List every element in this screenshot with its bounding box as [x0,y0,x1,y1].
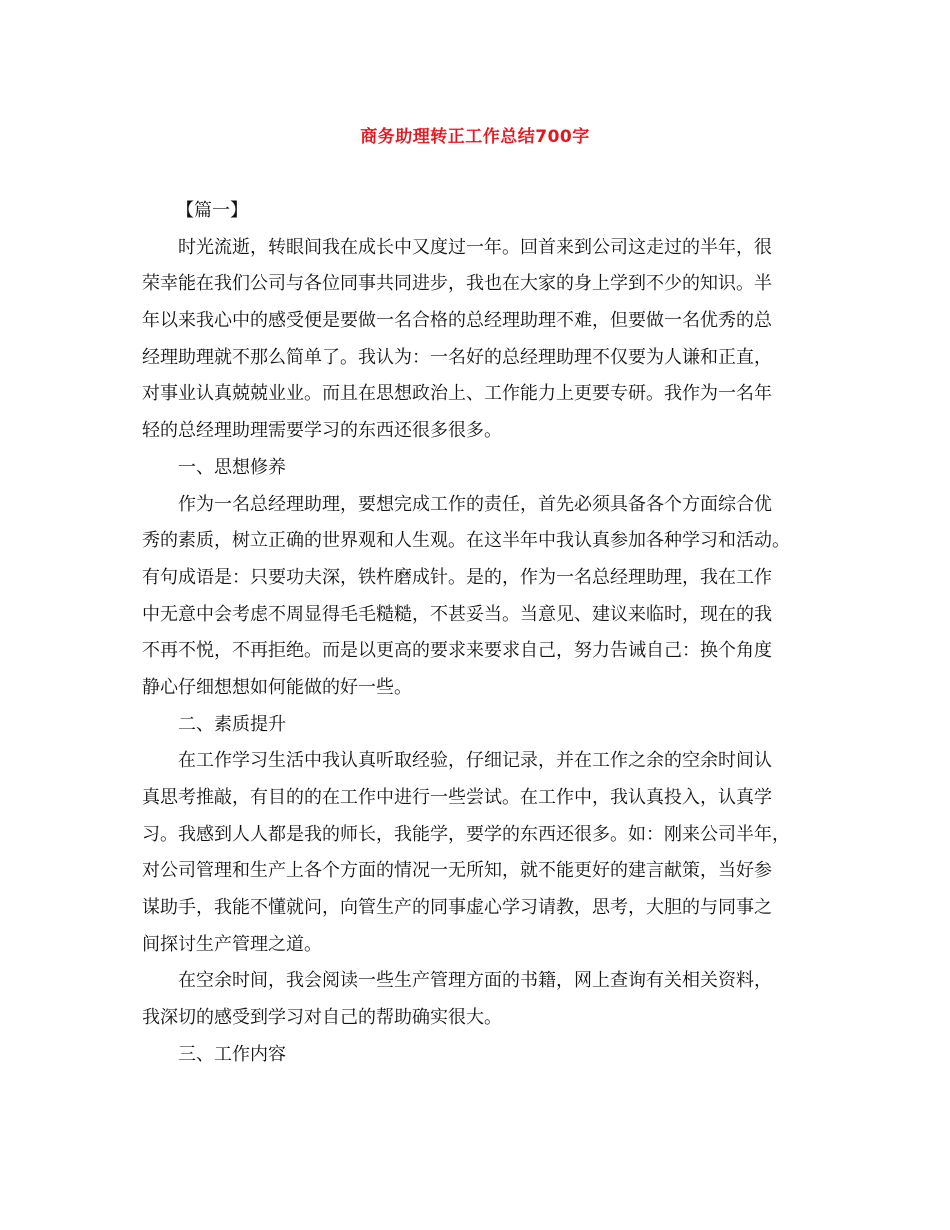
paragraph-line: 轻的总经理助理需要学习的东西还很多很多。 [142,420,502,442]
section-heading-thought: 一、思想修养 [178,456,286,478]
paragraph-line: 秀的素质，树立正确的世界观和人生观。在这半年中我认真参加各种学习和活动。 [142,530,790,552]
paragraph-line: 对事业认真兢兢业业。而且在思想政治上、工作能力上更要专研。我作为一名年 [142,383,772,405]
paragraph-line: 真思考推敲，有目的的在工作中进行一些尝试。在工作中，我认真投入，认真学 [142,787,772,808]
paragraph-line: 在工作学习生活中我认真听取经验，仔细记录，并在工作之余的空余时间认 [178,750,772,772]
paragraph-line: 对公司管理和生产上各个方面的情况一无所知，就不能更好的建言献策，当好参 [142,860,772,882]
paragraph-line: 荣幸能在我们公司与各位同事共同进步，我也在大家的身上学到不少的知识。半 [142,273,772,295]
paragraph-line: 不再不悦，不再拒绝。而是以更高的要求来要求自己，努力告诫自己：换个角度 [142,640,772,662]
paragraph-line: 在空余时间，我会阅读一些生产管理方面的书籍，网上查询有关相关资料， [178,970,772,992]
paragraph-line: 年以来我心中的感受便是要做一名合格的总经理助理不难，但要做一名优秀的总 [142,310,772,332]
paragraph-line: 有句成语是：只要功夫深，铁杵磨成针。是的，作为一名总经理助理，我在工作 [142,566,772,588]
paragraph-line: 作为一名总经理助理，要想完成工作的责任，首先必须具备各个方面综合优 [178,493,772,515]
section-heading-part-one: 【篇一】 [176,200,248,221]
paragraph-line: 中无意中会考虑不周显得毛毛糙糙，不甚妥当。当意见、建议来临时，现在的我 [142,603,772,625]
document-title: 商务助理转正工作总结700字 [360,127,590,147]
paragraph-line: 我深切的感受到学习对自己的帮助确实很大。 [142,1007,502,1029]
paragraph-line: 习。我感到人人都是我的师长，我能学，要学的东西还很多。如：刚来公司半年， [142,823,790,845]
paragraph-line: 时光流逝，转眼间我在成长中又度过一年。回首来到公司这走过的半年，很 [178,236,772,258]
paragraph-line: 间探讨生产管理之道。 [142,933,322,955]
paragraph-line: 经理助理就不那么简单了。我认为：一名好的总经理助理不仅要为人谦和正直， [142,346,772,368]
section-heading-work: 三、工作内容 [178,1043,286,1065]
paragraph-line: 静心仔细想想如何能做的好一些。 [142,676,412,698]
section-heading-quality: 二、素质提升 [178,713,286,735]
document-body [142,193,804,1074]
paragraph-line: 谋助手，我能不懂就问，向管生产的同事虚心学习请教，思考，大胆的与同事之 [142,897,772,919]
